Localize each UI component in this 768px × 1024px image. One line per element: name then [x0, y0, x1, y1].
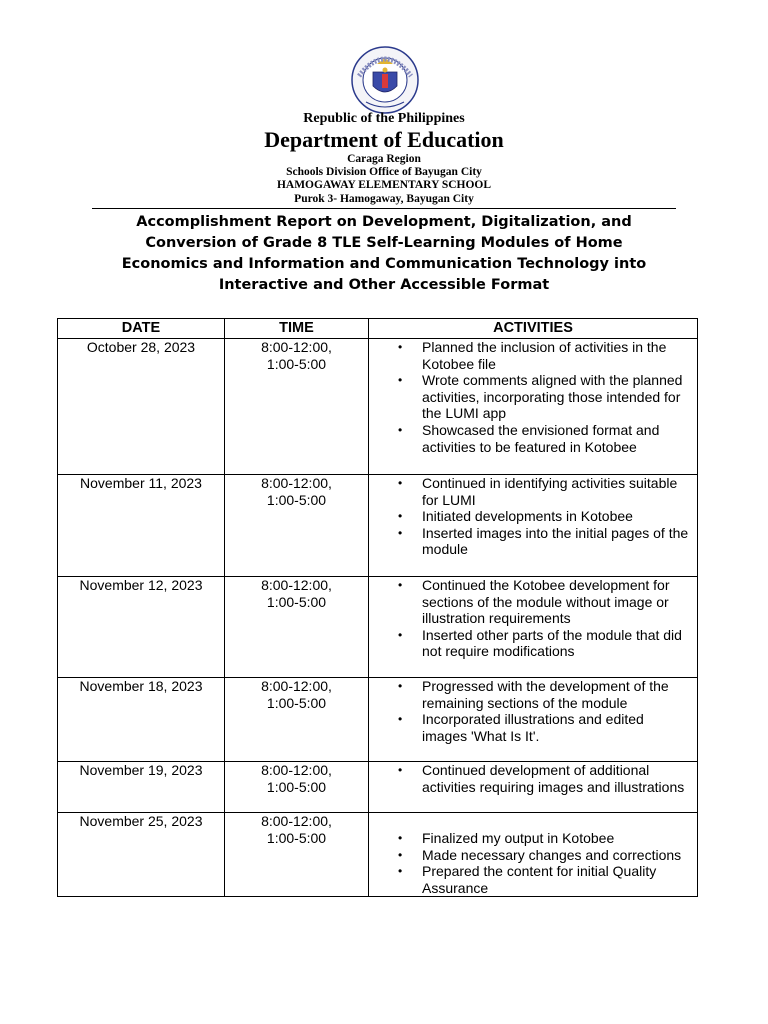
- table-row: [58, 577, 698, 678]
- title-line: Interactive and Other Accessible Format: [218, 277, 550, 293]
- activity-item: • Made necessary changes and corrections: [369, 847, 697, 864]
- time-range: 8:00-12:00,: [261, 678, 332, 694]
- activity-item: • Planned the inclusion of activities in the Kotobee file: [369, 339, 697, 372]
- row-date: October 28, 2023: [58, 339, 225, 475]
- row-activities: [369, 678, 698, 762]
- table-header-row: [58, 319, 698, 339]
- activity-item: • Prepared the content for initial Quality Assurance: [369, 863, 697, 896]
- row-activities: [369, 762, 698, 813]
- title-line: Economics and Information and Communication Technology into: [121, 256, 647, 272]
- region-line: Caraga Region: [347, 153, 421, 165]
- table-row: [58, 678, 698, 762]
- row-time: [225, 475, 369, 577]
- time-range: 8:00-12:00,: [261, 475, 332, 491]
- row-time: [225, 678, 369, 762]
- activity-item: • Inserted other parts of the module that did not require modifications: [369, 627, 697, 660]
- activity-item: • Inserted images into the initial pages of the module: [369, 525, 697, 558]
- row-activities: [369, 475, 698, 577]
- time-range: 8:00-12:00,: [261, 762, 332, 778]
- title-line: Conversion of Grade 8 TLE Self-Learning Modules of Home: [145, 235, 623, 251]
- row-date: November 11, 2023: [58, 475, 225, 577]
- row-activities: [369, 339, 698, 475]
- row-date: November 18, 2023: [58, 678, 225, 762]
- row-time: [225, 577, 369, 678]
- column-header-date: DATE: [58, 319, 225, 339]
- activity-item: • Progressed with the development of the remaining sections of the module: [369, 678, 697, 711]
- activity-item: • Incorporated illustrations and edited images 'What Is It'.: [369, 711, 697, 744]
- activity-item: • Continued in identifying activities suitable for LUMI: [369, 475, 697, 508]
- report-title: [90, 212, 678, 296]
- column-header-activities: ACTIVITIES: [369, 319, 698, 339]
- time-range: 1:00-5:00: [266, 491, 327, 508]
- activity-item: • Showcased the envisioned format and activities to be featured in Kotobee: [369, 422, 697, 455]
- activity-list: [369, 339, 697, 455]
- activity-item: • Finalized my output in Kotobee: [369, 830, 697, 847]
- title-line: Accomplishment Report on Development, Digitalization, and: [136, 214, 632, 230]
- activity-list: [369, 678, 697, 744]
- table-row: [58, 813, 698, 897]
- table-row: [58, 475, 698, 577]
- table-row: [58, 339, 698, 475]
- activity-list: [369, 830, 697, 896]
- activity-list: [369, 475, 697, 558]
- activity-list: [369, 577, 697, 660]
- accomplishment-table: [57, 318, 698, 897]
- time-range: 1:00-5:00: [266, 778, 327, 795]
- activity-item: • Continued the Kotobee development for sections of the module without image or illustration requirements: [369, 577, 697, 627]
- time-range: 1:00-5:00: [266, 829, 327, 846]
- row-time: [225, 339, 369, 475]
- column-header-time: TIME: [225, 319, 369, 339]
- time-range: 8:00-12:00,: [261, 339, 332, 355]
- table-row: [58, 762, 698, 813]
- row-date: November 12, 2023: [58, 577, 225, 678]
- row-time: [225, 762, 369, 813]
- school-address: Purok 3- Hamogaway, Bayugan City: [294, 193, 474, 205]
- activity-item: • Wrote comments aligned with the planned activities, incorporating those intended for the LUMI app: [369, 372, 697, 422]
- activity-item: • Continued development of additional activities requiring images and illustrations: [369, 762, 697, 795]
- time-range: 8:00-12:00,: [261, 577, 332, 593]
- row-activities: [369, 813, 698, 897]
- deped-seal-logo: [351, 46, 419, 114]
- activity-item: • Initiated developments in Kotobee: [369, 508, 697, 525]
- row-date: November 19, 2023: [58, 762, 225, 813]
- department-heading: Department of Education: [264, 127, 504, 152]
- row-date: November 25, 2023: [58, 813, 225, 897]
- activity-list: [369, 762, 697, 795]
- header-divider: [92, 208, 676, 209]
- division-line: Schools Division Office of Bayugan City: [286, 166, 482, 178]
- time-range: 1:00-5:00: [266, 593, 327, 610]
- time-range: 1:00-5:00: [266, 694, 327, 711]
- time-range: 8:00-12:00,: [261, 813, 332, 829]
- row-activities: [369, 577, 698, 678]
- time-range: 1:00-5:00: [266, 355, 327, 372]
- republic-heading: Republic of the Philippines: [303, 111, 465, 126]
- school-name: HAMOGAWAY ELEMENTARY SCHOOL: [276, 179, 492, 191]
- row-time: [225, 813, 369, 897]
